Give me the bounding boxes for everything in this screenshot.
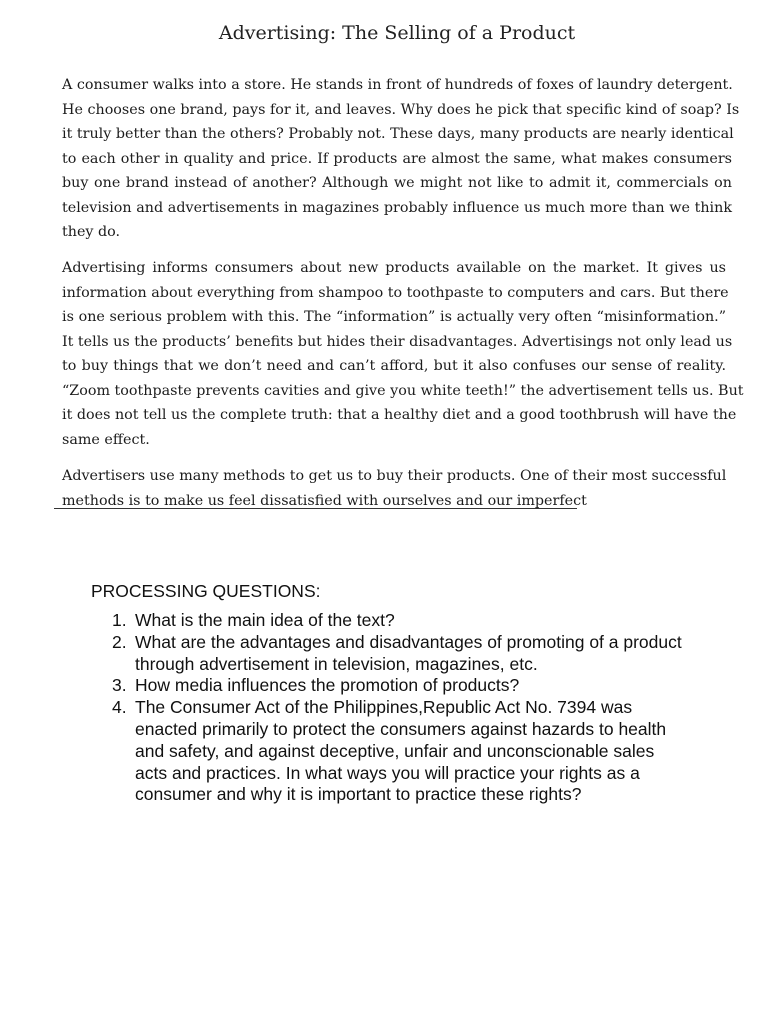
question-item <box>112 697 682 806</box>
text-line: to buy things that we don’t need and can’t afford, but it also confuses our sense of reality. <box>62 358 726 374</box>
text-line: television and advertisements in magazines probably influence us much more than we think <box>62 199 732 216</box>
text-line: buy one brand instead of another? Although we might not like to admit it, commercials on <box>62 175 732 191</box>
processing-questions-heading: PROCESSING QUESTIONS: <box>91 581 321 601</box>
question-number: 4. <box>112 697 127 718</box>
paragraph-1 <box>62 73 740 245</box>
text-line: information about everything from shampoo to toothpaste to computers and cars. But there <box>62 284 729 301</box>
text-line: A consumer walks into a store. He stands in front of hundreds of foxes of laundry detergent. <box>62 77 733 93</box>
text-line: It tells us the products’ benefits but hides their disadvantages. Advertisings not only lead us <box>62 333 733 350</box>
paragraph-2 <box>62 256 744 452</box>
text-line: to each other in quality and price. If products are almost the same, what makes consumers <box>62 150 732 167</box>
processing-questions-list <box>112 610 682 806</box>
question-text: The Consumer Act of the Philippines,Republic Act No. 7394 was enacted primarily to protect the consumers against hazards to health and safety, and against deceptive, unfair and unconscionable sales acts and practices. In what ways you will practice your rights as a consumer and why it is important to practice these rights? <box>135 697 667 805</box>
text-line: same effect. <box>62 431 150 448</box>
crop-divider-line <box>54 508 577 509</box>
text-line: it does not tell us the complete truth: that a healthy diet and a good toothbrush will have the <box>62 407 737 423</box>
question-number: 2. <box>112 631 127 652</box>
text-line: they do. <box>62 224 121 240</box>
question-item <box>112 675 682 697</box>
question-number: 1. <box>112 610 127 630</box>
text-line: it truly better than the others? Probably not. These days, many products are nearly identical <box>62 126 734 142</box>
text-line: is one serious problem with this. The “information” is actually very often “misinformation.” <box>62 309 726 325</box>
page-title: Advertising: The Selling of a Product <box>218 22 576 44</box>
text-line: “Zoom toothpaste prevents cavities and give you white teeth!” the advertisement tells us. But <box>62 382 744 399</box>
text-line: Advertisers use many methods to get us to buy their products. One of their most successful <box>62 468 727 484</box>
paragraph-3 <box>62 464 726 513</box>
text-line: He chooses one brand, pays for it, and leaves. Why does he pick that specific kind of soap? Is <box>62 101 740 118</box>
question-text: What is the main idea of the text? <box>135 610 395 630</box>
question-number: 3. <box>112 675 127 696</box>
question-item <box>112 632 682 676</box>
question-text: What are the advantages and disadvantages of promoting of a product through advertisement in television, magazines, etc. <box>135 631 682 674</box>
text-line: methods is to make us feel dissatisfied with ourselves and our imperfect <box>62 492 587 509</box>
question-text: How media influences the promotion of products? <box>135 675 520 696</box>
text-line: Advertising informs consumers about new products available on the market. It gives us <box>62 260 726 276</box>
question-item <box>112 610 682 632</box>
